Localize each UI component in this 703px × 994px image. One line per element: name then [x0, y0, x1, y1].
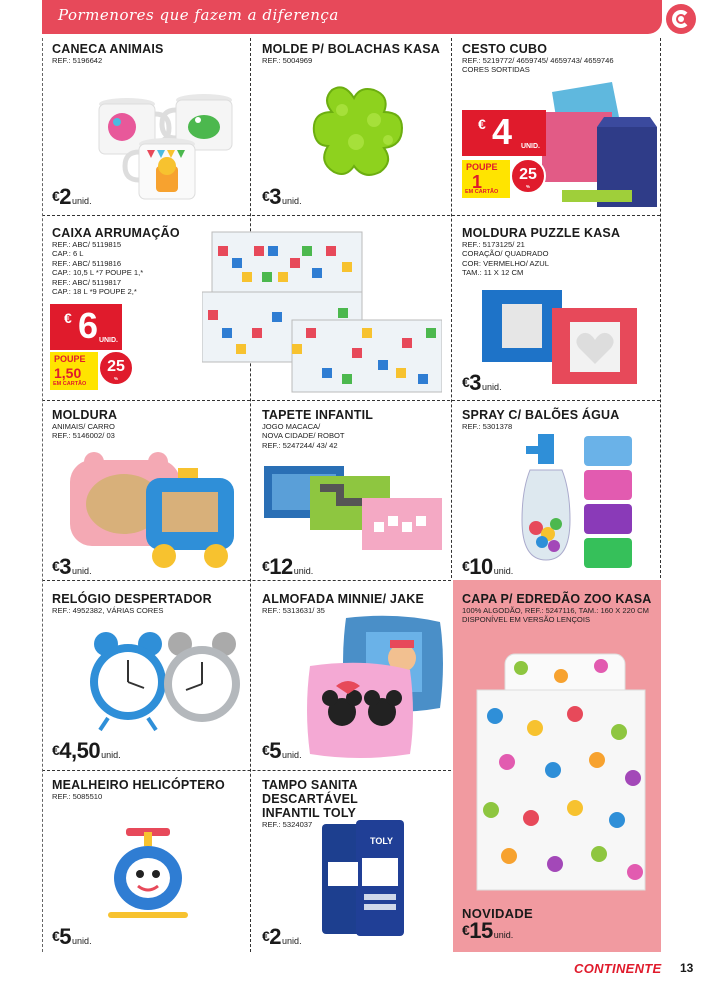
product-note: CORES SORTIDAS [462, 65, 530, 75]
product-ref: REF.: 5301378 [462, 422, 513, 431]
grid-divider [42, 400, 660, 401]
grid-divider [42, 215, 660, 216]
grid-divider [42, 770, 451, 771]
grid-divider [42, 38, 43, 952]
poupe-box: POUPE 1,50 EM CARTÃO [50, 352, 98, 390]
kids-frames-image [66, 452, 242, 574]
product-capa[interactable] [453, 580, 661, 952]
product-price: €2unid. [52, 184, 92, 209]
product-ref: REF.: 5219772/ 4659745/ 4659743/ 4659746 [462, 56, 614, 65]
product-variant: NOVA CIDADE/ ROBOT [262, 431, 345, 441]
discount-seal: 25 % [510, 158, 546, 194]
product-title: TAPETE INFANTIL [262, 408, 374, 422]
product-ref: REF.: 5247244/ 43/ 42 [262, 440, 338, 450]
product-price: €12unid. [262, 554, 314, 579]
product-moldura-puzzle[interactable] [462, 226, 658, 398]
product-relogio[interactable] [52, 592, 242, 768]
product-price: €5unid. [52, 924, 92, 949]
discount-seal: 25 % [98, 350, 134, 386]
product-variant: CORAÇÃO/ QUADRADO [462, 249, 549, 259]
continente-brand: CONTINENTE [574, 961, 662, 976]
product-capacity: CAP.: 10,5 L *7 POUPE 1,* [52, 268, 144, 278]
product-tapete[interactable] [262, 408, 447, 578]
product-title: SPRAY C/ BALÕES ÁGUA [462, 408, 620, 422]
mugs-image [92, 82, 242, 207]
product-ref: 100% ALGODÃO, REF.: 5247116, TAM.: 160 X 220 CM [462, 606, 649, 615]
product-caixa[interactable] [52, 226, 447, 398]
product-size: TAM.: 11 X 12 CM [462, 268, 524, 278]
banner-background [42, 0, 662, 34]
product-price: €5unid. [262, 738, 302, 763]
product-molde[interactable] [262, 42, 447, 212]
continente-logo-icon [666, 4, 696, 34]
promo-price-box: € 6 UNID. [50, 304, 122, 350]
helicopter-piggybank-image [98, 822, 198, 922]
cookie-mold-image [302, 80, 422, 190]
product-ref: REF.: 5313631/ 35 [262, 606, 325, 615]
rugs-image [264, 458, 444, 558]
product-title: CESTO CUBO [462, 42, 548, 56]
product-cesto[interactable] [462, 42, 658, 212]
banner-title: Pormenores que fazem a diferença [58, 6, 339, 24]
toly-brand-label: TOLY [370, 836, 394, 846]
product-color: COR: VERMELHO/ AZUL [462, 258, 549, 268]
product-ref: REF.: 5004969 [262, 56, 313, 65]
cushions-image [306, 612, 446, 758]
product-variant: ANIMAIS/ CARRO [52, 422, 115, 431]
product-ref: REF.: 5196642 [52, 56, 103, 65]
product-title: TAMPO SANITA DESCARTÁVEL [262, 778, 358, 806]
top-banner [0, 0, 703, 34]
product-capacity: CAP.: 6 L [52, 249, 84, 259]
toly-packs-image [318, 818, 408, 946]
product-mealheiro[interactable] [52, 778, 242, 950]
product-title: MOLDE P/ BOLACHAS KASA [262, 42, 441, 56]
page-number: 13 [680, 961, 694, 975]
product-caneca[interactable] [52, 42, 242, 212]
water-balloons-image [508, 430, 638, 576]
product-title: CAIXA ARRUMAÇÃO [52, 226, 180, 240]
product-title-line2: INFANTIL TOLY [262, 806, 357, 820]
product-almofada[interactable] [262, 592, 447, 768]
new-badge: NOVIDADE [462, 906, 534, 921]
product-price: €3unid. [52, 554, 92, 579]
duvet-cover-image [471, 650, 651, 900]
product-capacity: CAP.: 18 L *9 POUPE 2,* [52, 287, 137, 297]
product-title: RELÓGIO DESPERTADOR [52, 592, 212, 606]
product-ref: REF.: 5173125/ 21 [462, 240, 525, 249]
product-price: €4,50unid. [52, 738, 121, 763]
product-note: DISPONÍVEL EM VERSÃO LENÇOIS [462, 615, 591, 625]
product-title: CANECA ANIMAIS [52, 42, 164, 56]
product-ref: REF.: 5324037 [262, 820, 313, 829]
product-ref: REF.: 5146002/ 03 [52, 431, 115, 441]
puzzle-frames-image [482, 288, 652, 388]
product-title: MEALHEIRO HELICÓPTERO [52, 778, 225, 792]
promo-price-box: € 4 UNID. [462, 110, 546, 156]
product-ref: REF.: 4952382, VÁRIAS CORES [52, 606, 164, 615]
grid-divider [250, 38, 251, 952]
product-price: €3unid. [262, 184, 302, 209]
grid-divider [451, 38, 452, 578]
product-title: MOLDURA [52, 408, 118, 422]
product-tampo[interactable] [262, 778, 447, 950]
product-ref: REF.: ABC/ 5119815 [52, 240, 122, 249]
product-price: €10unid. [462, 554, 514, 579]
product-price: €2unid. [262, 924, 302, 949]
poupe-box: POUPE 1 EM CARTÃO [462, 160, 510, 198]
product-ref: REF.: ABC/ 5119816 [52, 258, 122, 268]
product-title: ALMOFADA MINNIE/ JAKE [262, 592, 425, 606]
grid-divider [42, 580, 451, 581]
product-ref: REF.: 5085510 [52, 792, 103, 801]
product-title: CAPA P/ EDREDÃO ZOO KASA [462, 592, 652, 606]
product-ref: REF.: ABC/ 5119817 [52, 277, 122, 287]
product-moldura[interactable] [52, 408, 242, 578]
product-price: €15unid. [462, 918, 514, 943]
product-variant: JOGO MACACA/ [262, 422, 321, 431]
storage-boxes-image [202, 228, 442, 396]
product-spray[interactable] [462, 408, 658, 578]
product-price: €3unid. [462, 370, 502, 395]
product-title: MOLDURA PUZZLE KASA [462, 226, 621, 240]
alarm-clocks-image [86, 630, 242, 740]
